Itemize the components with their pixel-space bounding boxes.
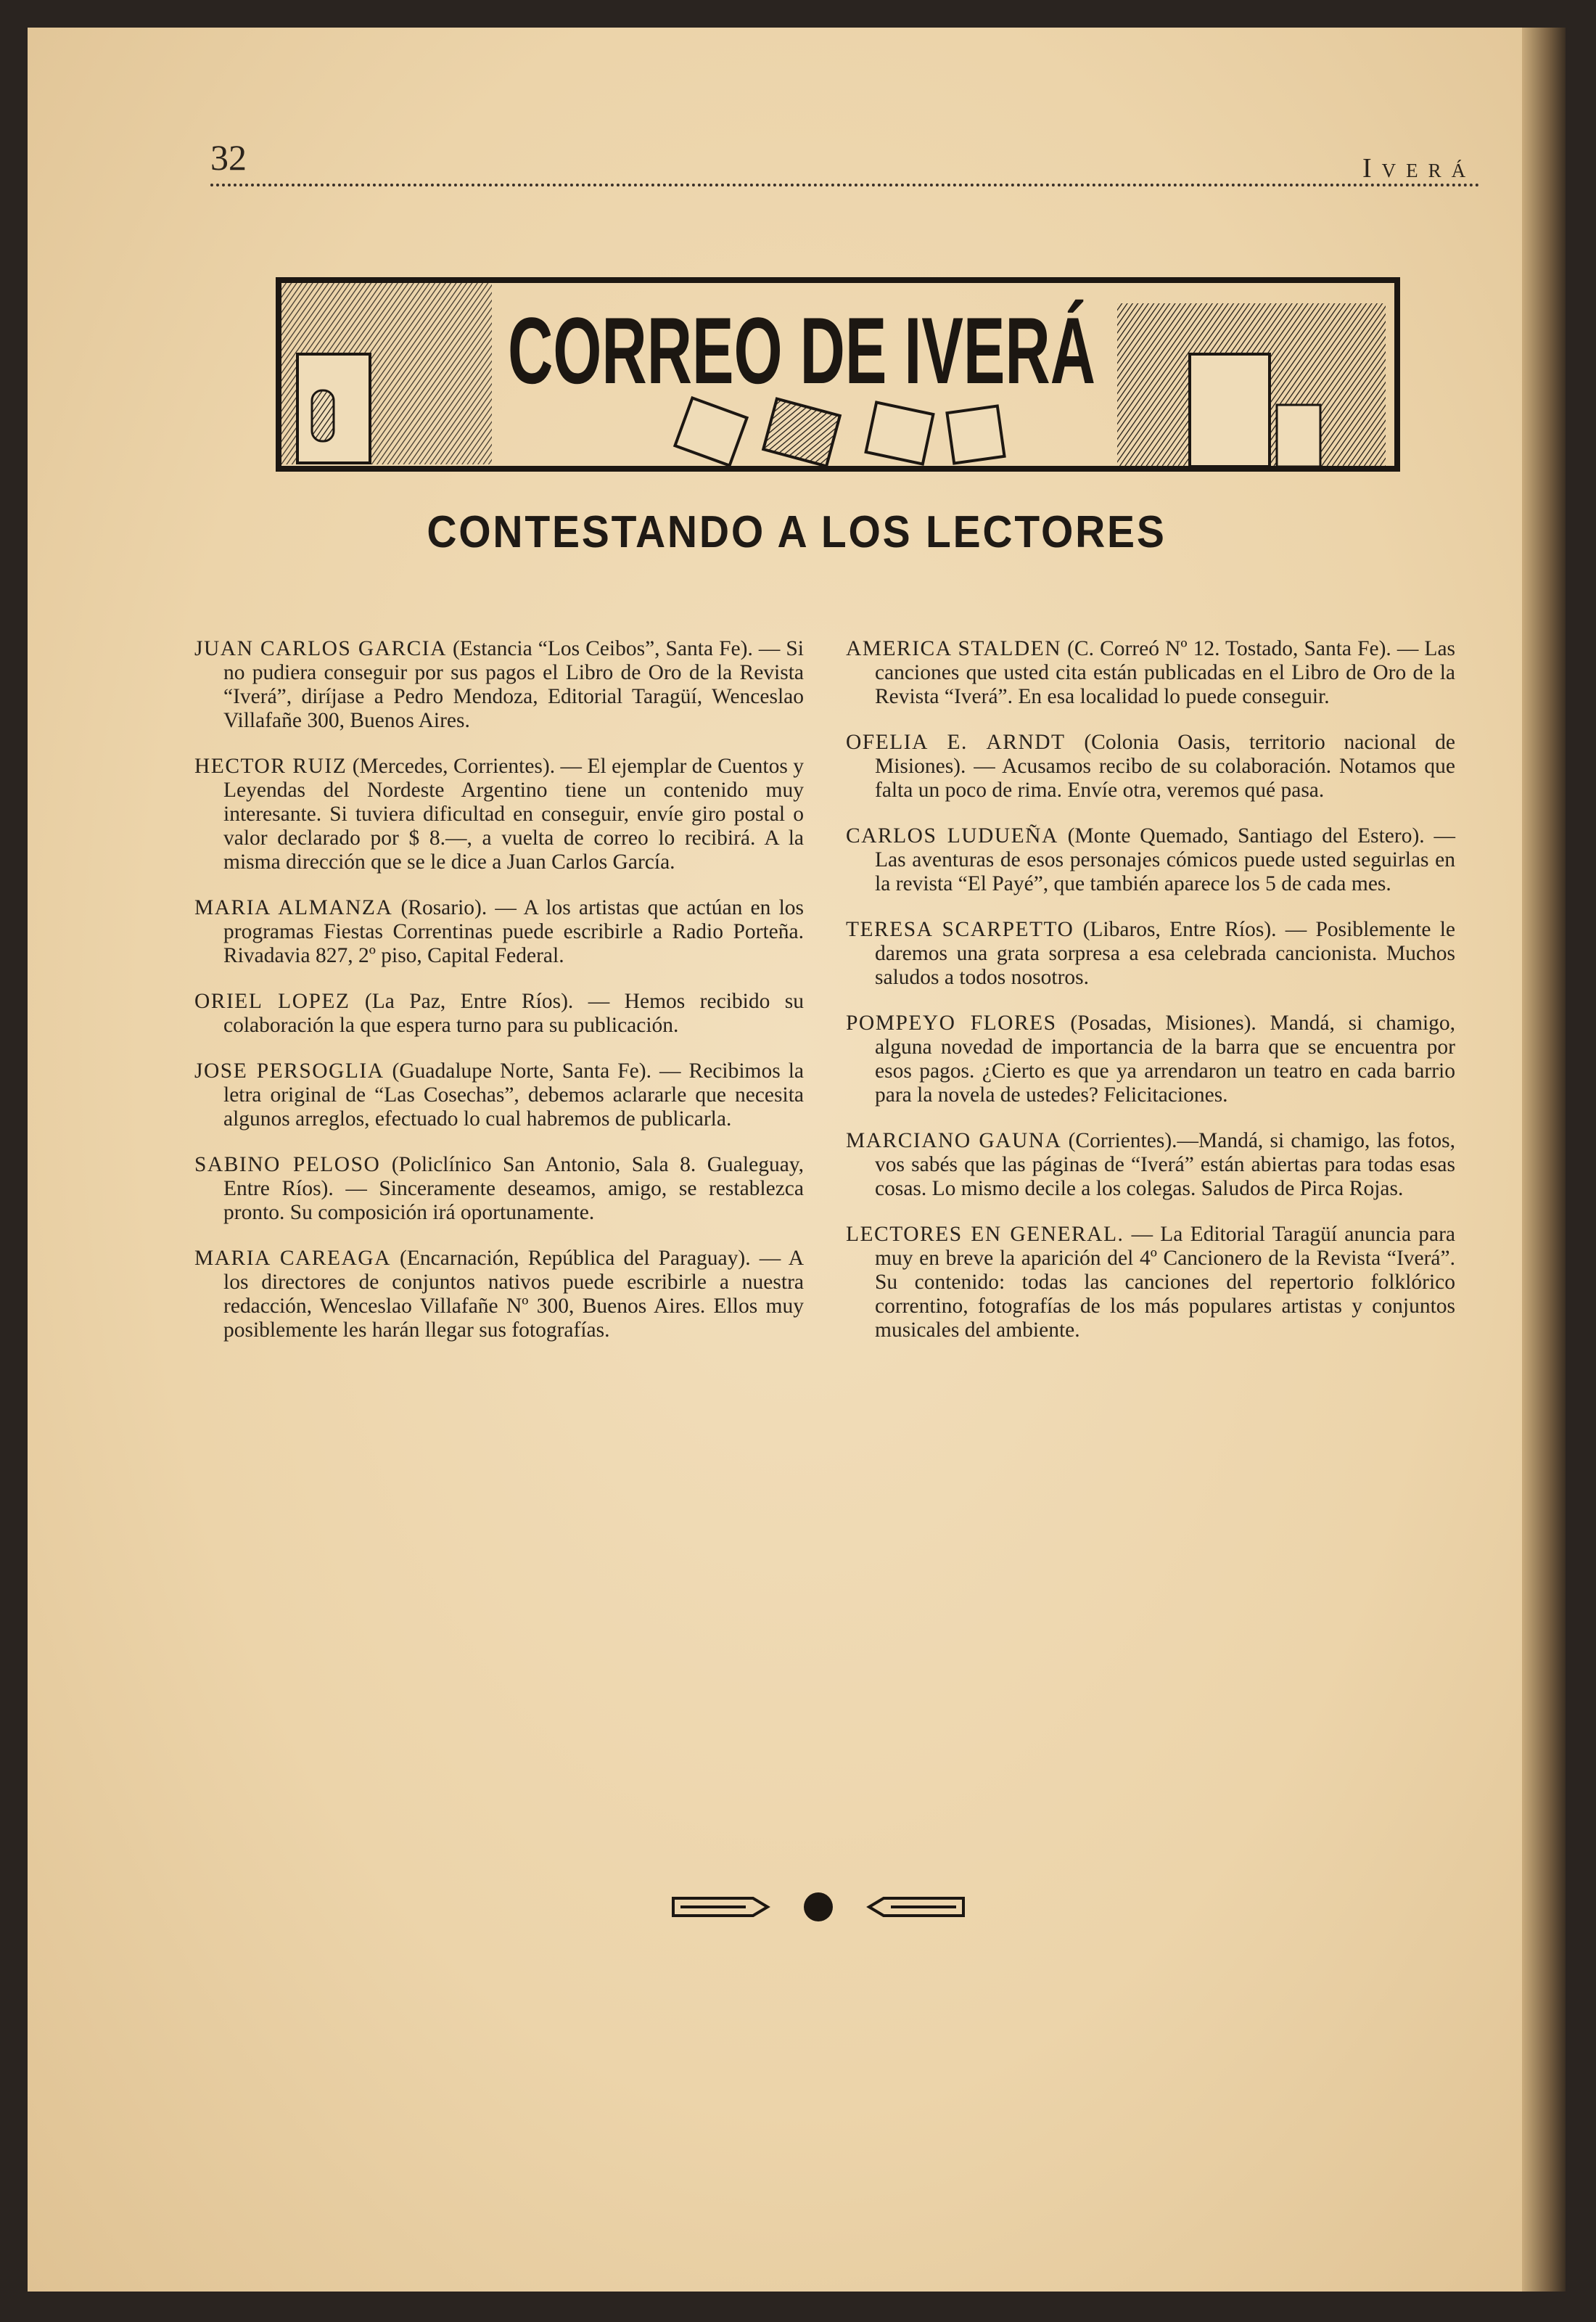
letter-reply — [194, 1153, 804, 1225]
reply-text: (La Paz, Entre Ríos). — Hemos recibido su colaboración la que espera turno para su publicación. — [223, 990, 805, 1037]
reader-name: CARLOS LUDUEÑA — [846, 824, 1058, 848]
letter-reply — [846, 637, 1455, 709]
reply-text: (Colonia Oasis, territorio nacional de Misiones). — Acusamos recibo de su colaboración. Notamos que falta un poco de rima. Envíe otra, veremos qué pasa. — [875, 731, 1456, 802]
letter-reply — [194, 990, 804, 1038]
letter-reply — [194, 1059, 804, 1131]
letter-reply — [846, 1129, 1455, 1201]
palm-trees-illustration — [281, 283, 492, 464]
running-head: Iverá — [1362, 153, 1476, 184]
letter-reply — [194, 755, 804, 874]
binding-spine — [1522, 28, 1566, 2292]
letter-reply — [194, 896, 804, 968]
dotted-rule — [210, 184, 1480, 186]
reply-text: (Guadalupe Norte, Santa Fe). — Recibimos la letra original de “Las Cosechas”, debemos aclararle que necesita algunos arreglos, efectuado lo cual habremos de publicarla. — [223, 1059, 805, 1131]
reply-text: (Policlínico San Antonio, Sala 8. Gualeguay, Entre Ríos). — Sinceramente deseamos, amigo, se restablezca pronto. Su composición irá oportunamente. — [223, 1153, 804, 1224]
letter-reply — [194, 637, 804, 733]
letter-reply — [846, 918, 1455, 990]
reader-name: JUAN CARLOS GARCIA — [194, 637, 447, 660]
reply-text: (Monte Quemado, Santiago del Estero). — Las aventuras de esos personajes cómicos puede usted seguirlas en la revista “El Payé”, que también aparece los 5 de cada mes. — [875, 824, 1455, 895]
reply-text: (Rosario). — A los artistas que actúan en los programas Fiestas Correntinas puede escribirle a Radio Porteña. Rivadavia 827, 2º piso, Capital Federal. — [223, 896, 805, 967]
reply-text: (Libaros, Entre Ríos). — Posiblemente le daremos una grata sorpresa a esa celebrada cancionista. Muchos saludos a todos nosotros. — [875, 918, 1455, 989]
reply-text: (Encarnación, República del Paraguay). — A los directores de conjuntos nativos puede escribirle a nuestra redacción, Wenceslao Villafañe Nº 300, Buenos Aires. Ellos muy posiblemente les harán llegar sus fotografías. — [223, 1247, 805, 1342]
correo-de-ivera-banner — [276, 274, 1400, 480]
reply-text: (Mercedes, Corrientes). — El ejemplar de Cuentos y Leyendas del Nordeste Argentino tiene un contenido muy interesante. Si tuviera dificultad en conseguir, envíe giro postal o valor declarado por $ 8.—, a vuelta de correo lo recibirá. A la misma dirección que se le dice a Juan Carlos García. — [223, 755, 804, 874]
reader-name: POMPEYO FLORES — [846, 1012, 1057, 1035]
reader-name: MARCIANO GAUNA — [846, 1129, 1062, 1152]
right-column — [846, 637, 1455, 1364]
reader-name: LECTORES EN GENERAL. — [846, 1223, 1124, 1246]
reader-name: ORIEL LOPEZ — [194, 990, 350, 1013]
reader-name: HECTOR RUIZ — [194, 755, 347, 778]
letter-reply — [846, 731, 1455, 803]
magazine-page — [28, 28, 1566, 2292]
reader-name: OFELIA E. ARNDT — [846, 731, 1066, 754]
reader-name: SABINO PELOSO — [194, 1153, 381, 1176]
banner-logo-text: CORREO DE IVERÁ — [508, 298, 1095, 403]
reply-text: (Posadas, Misiones). Mandá, si chamigo, alguna novedad de importancia de la barra que se encuentra por esos pagos. ¿Cierto es que ya arrendaron un teatro en cada barrio para la novela de ustedes? Felicitaciones. — [875, 1012, 1456, 1107]
reader-name: AMERICA STALDEN — [846, 637, 1062, 660]
end-ornament — [666, 1885, 971, 1929]
letter-reply — [194, 1247, 804, 1342]
envelopes-illustration — [675, 398, 1004, 466]
reader-name: JOSE PERSOGLIA — [194, 1059, 384, 1083]
reader-name: TERESA SCARPETTO — [846, 918, 1074, 941]
city-buildings-illustration — [1117, 303, 1386, 467]
reader-name: MARIA CAREAGA — [194, 1247, 391, 1270]
reply-text: (Corrientes).—Mandá, si chamigo, las fotos, vos sabés que las páginas de “Iverá” están abiertas para todas esas cosas. Lo mismo decile a los colegas. Saludos de Pirca Rojas. — [875, 1129, 1455, 1200]
left-column — [194, 637, 804, 1364]
section-heading: CONTESTANDO A LOS LECTORES — [427, 507, 1167, 557]
letter-reply — [846, 1012, 1455, 1107]
letter-reply — [846, 1223, 1455, 1342]
reader-name: MARIA ALMANZA — [194, 896, 393, 919]
center-medallion — [804, 1892, 833, 1921]
reply-text: (Estancia “Los Ceibos”, Santa Fe). — Si no pudiera conseguir por sus pagos el Libro de Oro de la Revista “Iverá”, diríjase a Pedro Mendoza, Editorial Taragüí, Wenceslao Villafañe 300, Buenos Aires. — [223, 637, 804, 732]
reply-text: — La Editorial Taragüí anuncia para muy en breve la aparición del 4º Cancionero de la Revista “Iverá”. Su contenido: todas las canciones del repertorio folklórico correntino, fotografías de los más populares artistas y conjuntos musicales del ambiente. — [875, 1223, 1455, 1342]
reply-text: (C. Correó Nº 12. Tostado, Santa Fe). — Las canciones que usted cita están publicadas en el Libro de Oro de la Revista “Iverá”. En esa localidad lo puede conseguir. — [875, 637, 1456, 708]
page-number: 32 — [210, 137, 247, 178]
letter-reply — [846, 824, 1455, 896]
